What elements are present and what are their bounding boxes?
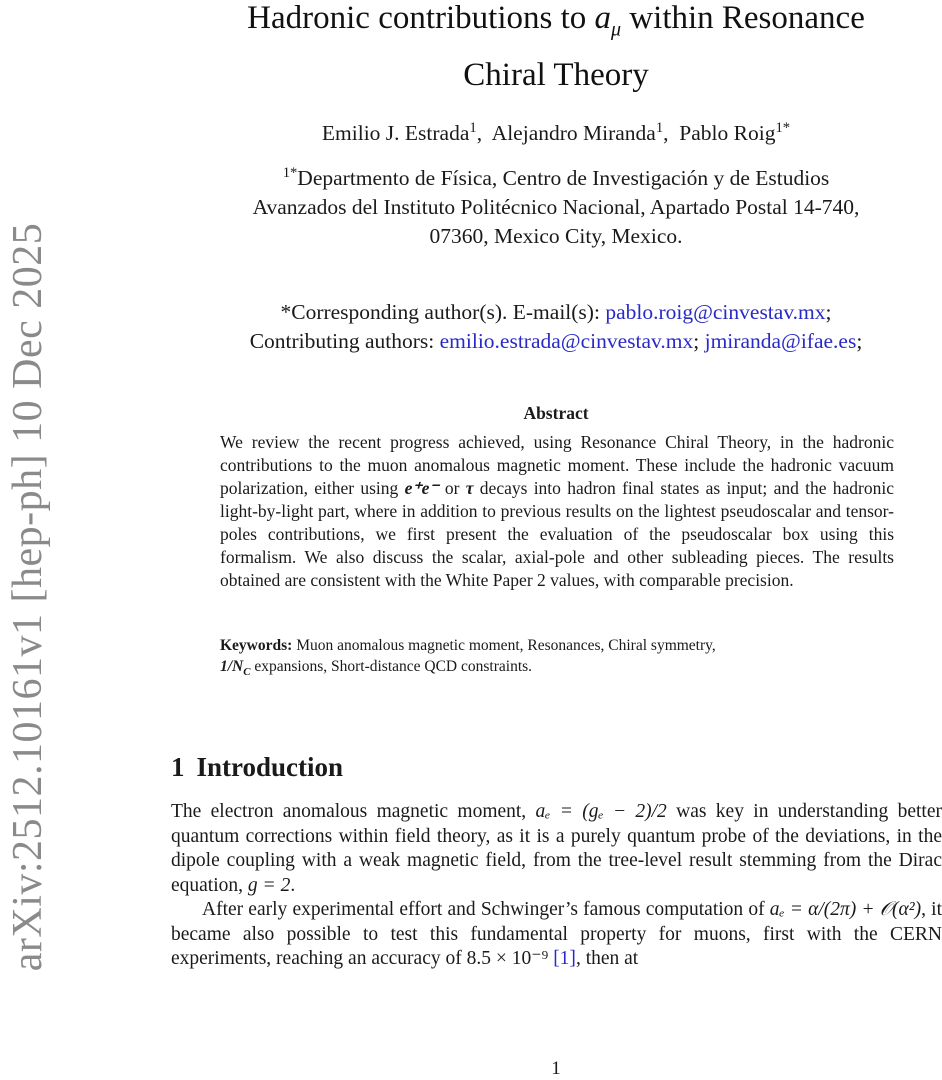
paper-title bbox=[170, 0, 942, 98]
arxiv-stamp: arXiv:2512.10161v1 [hep-ph] 10 Dec 2025 bbox=[5, 222, 51, 972]
keywords-label: Keywords: bbox=[220, 637, 293, 654]
corresponding-email-link[interactable]: pablo.roig@cinvestav.mx bbox=[605, 300, 826, 324]
section-heading bbox=[171, 752, 343, 783]
page-number: 1 bbox=[551, 1058, 561, 1079]
affiliation: $^{1*}$Departmento de Física, Centro de Investigación y de Estudios Avanzados del Instituto Politécnico Nacional, Apartado Postal 14-740, 07360, Mexico City, Mexico. bbox=[252, 164, 860, 248]
abstract-text: We review the recent progress achieved, using Resonance Chiral Theory, in the hadronic contributions to the muon anomalous magnetic moment. These include the hadronic vacuum polarization, either using e⁺e⁻ or τ decays into hadron final states as input; and the hadronic light-by-light part, where in addition to previous results on the lightest pseudoscalar and tensor-poles contributions, we first present the evaluation of the pseudoscalar box using this formalism. We also discuss the scalar, axial-pole and other subleading pieces. The results obtained are consistent with the White Paper 2 values, with comparable precision. bbox=[220, 432, 895, 590]
paragraph: The electron anomalous magnetic moment, aₑ = (gₑ − 2)/2 was key in understanding better quantum corrections within field theory, as it is a purely quantum probe of the deviations, in the dipole coupling with a weak magnetic field, from the tree-level result stemming from the Dirac equation, g = 2. bbox=[171, 801, 942, 896]
author: Alejandro Miranda$^1$ bbox=[491, 119, 664, 145]
title-line-2: Chiral Theory bbox=[463, 56, 649, 93]
math-tau: τ bbox=[465, 478, 474, 498]
contributing-authors: Contributing authors: emilio.estrada@cinvestav.mx; jmiranda@ifae.es; bbox=[249, 329, 863, 353]
math-ee: e⁺e⁻ bbox=[404, 478, 439, 498]
keywords: Keywords: Muon anomalous magnetic moment, Resonances, Chiral symmetry, $1/N_C$ expansions, Short-distance QCD constraints. bbox=[220, 637, 716, 679]
corresponding-author: *Corresponding author(s). E-mail(s): pablo.roig@cinvestav.mx; bbox=[280, 300, 832, 324]
section-title: Introduction bbox=[196, 752, 344, 782]
contributing-email-link[interactable]: jmiranda@ifae.es bbox=[704, 329, 857, 353]
citation-link[interactable]: [1] bbox=[553, 948, 576, 969]
contributing-email-link[interactable]: emilio.estrada@cinvestav.mx bbox=[439, 329, 694, 353]
author: Pablo Roig$^{1*}$ bbox=[679, 119, 791, 145]
body-text bbox=[171, 800, 942, 972]
title-line-1: Hadronic contributions to $a_\mu$ within Resonance bbox=[247, 0, 865, 41]
abstract-heading: Abstract bbox=[523, 403, 589, 423]
title-symbol: $a_\mu$ bbox=[594, 0, 622, 41]
math-nc: $1/N_C$ bbox=[220, 658, 251, 679]
section-number: 1 bbox=[171, 752, 185, 782]
author-list: Emilio J. Estrada$^1$, Alejandro Miranda$^1$, Pablo Roig$^{1*}$ bbox=[321, 119, 791, 145]
paragraph: After early experimental effort and Schwinger’s famous computation of aₑ = α/(2π) + 𝒪(α²), it became also possible to test this fundamental property for muons, first with the CERN experiments, reaching an accuracy of 8.5 × 10⁻⁹ [1], then at bbox=[171, 899, 942, 969]
author: Emilio J. Estrada$^1$ bbox=[321, 119, 477, 145]
contact-info bbox=[170, 298, 942, 356]
arxiv-sidebar bbox=[2, 222, 54, 972]
